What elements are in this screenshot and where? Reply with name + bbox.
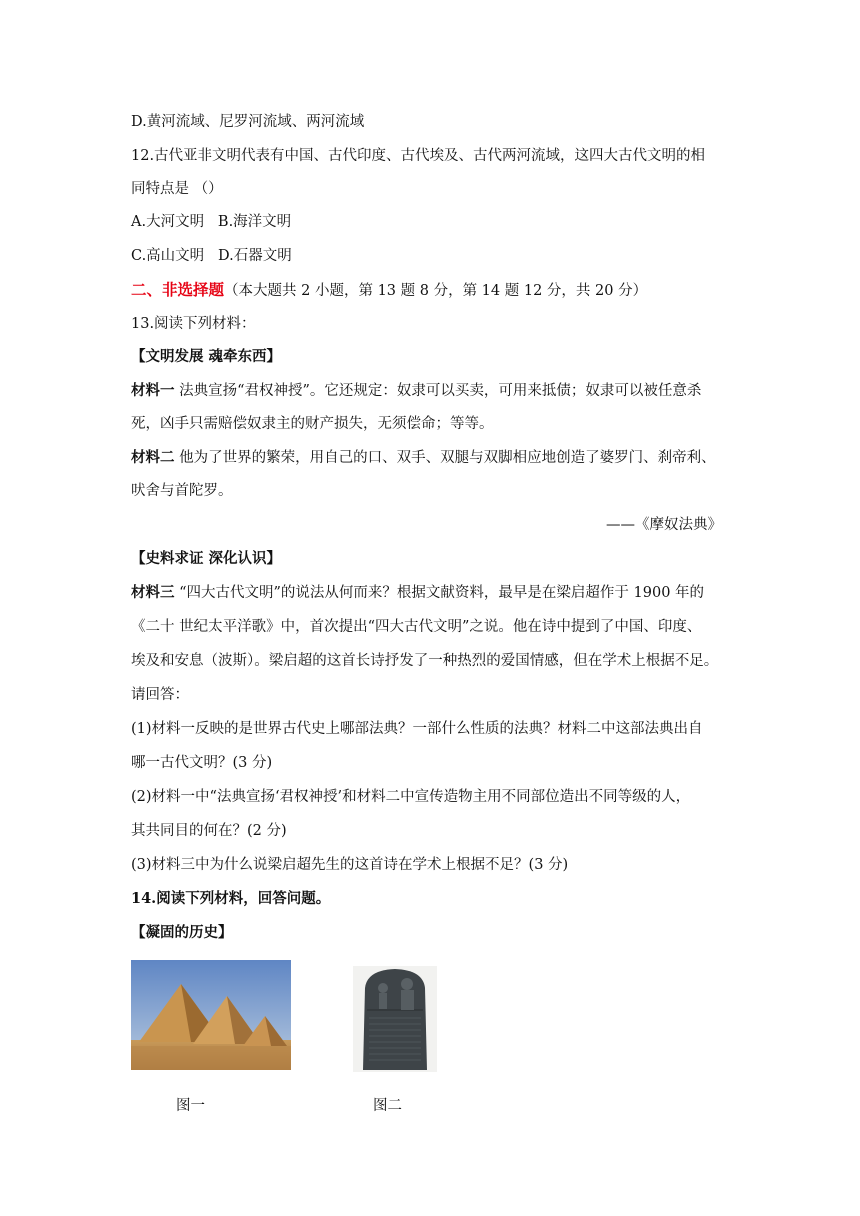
q12-option-b: B.海洋文明: [217, 214, 292, 230]
material2-label: 材料二: [131, 449, 175, 466]
figure1-pyramids-image: [131, 960, 291, 1070]
q12-option-c: C.高山文明: [131, 248, 205, 264]
section2-heading: [131, 280, 647, 301]
q13-material3-line1: [131, 583, 704, 603]
q13-material2-source: ——《摩奴法典》: [606, 517, 722, 533]
q13-sub2-line1: (2)材料一中“法典宣扬‘君权神授’和材料二中宣传造物主用不同部位造出不同等级的人，: [131, 789, 691, 805]
material2-text1: 他为了世界的繁荣，用自己的口、双手、双腿与双脚相应地创造了婆罗门、刹帝利、: [174, 450, 716, 466]
material1-text1: 法典宣扬“君权神授”。它还规定：奴隶可以买卖，可用来抵债；奴隶可以被任意杀: [174, 383, 702, 399]
figure1-caption: 图一: [176, 1098, 205, 1114]
q13-sub3: (3)材料三中为什么说梁启超先生的这首诗在学术上根据不足？(3 分): [131, 857, 569, 873]
q13-material3-line2: 《二十 世纪太平洋歌》中，首次提出“四大古代文明”之说。他在诗中提到了中国、印度、: [131, 619, 702, 635]
q13-sub2-line2: 其共同目的何在？(2 分): [131, 823, 287, 839]
q14-heading: 【凝固的历史】: [131, 924, 233, 941]
q13-material2-line1: [131, 448, 716, 468]
q12-stem-line2: 同特点是 （）: [131, 181, 223, 197]
q12-stem-line1: 12.古代亚非文明代表有中国、古代印度、古代埃及、古代两河流域，这四大古代文明的相: [131, 148, 706, 164]
q13-sub1-line2: 哪一古代文明？(3 分): [131, 755, 273, 771]
material3-text1: “四大古代文明”的说法从何而来？根据文献资料，最早是在梁启超作于 1900 年的: [174, 585, 705, 601]
q14-intro: 14.阅读下列材料，回答问题。: [131, 890, 331, 907]
q13-sub1-line1: (1)材料一反映的是世界古代史上哪部法典？一部什么性质的法典？材料二中这部法典出自: [131, 721, 703, 737]
q13-material3-line3: 埃及和安息（波斯）。梁启超的这首长诗抒发了一种热烈的爱国情感，但在学术上根据不足。: [131, 653, 719, 669]
material3-label: 材料三: [131, 584, 175, 601]
q12-option-d: D.石器文明: [218, 248, 292, 264]
pyramids-picture: [131, 960, 291, 1070]
figure2-stele-image: [353, 966, 437, 1072]
stele-picture: [353, 966, 437, 1072]
q13-material2-line2: 吠舍与首陀罗。: [131, 483, 233, 499]
figure2-caption: 图二: [373, 1098, 402, 1114]
section2-title: 二、非选择题: [131, 280, 225, 299]
q13-material1-line1: [131, 381, 701, 401]
q12-option-a: A.大河文明: [131, 214, 205, 230]
section2-note: （本大题共 2 小题，第 13 题 8 分，第 14 题 12 分，共 20 分）: [224, 283, 648, 299]
q11-option-d: D.黄河流域、尼罗河流域、两河流域: [131, 114, 365, 130]
q13-heading1: 【文明发展 魂牵东西】: [131, 348, 282, 365]
q13-material1-line2: 死，凶手只需赔偿奴隶主的财产损失，无须偿命；等等。: [131, 416, 494, 432]
q13-heading2: 【史料求证 深化认识】: [131, 550, 282, 567]
q13-ask: 请回答：: [131, 687, 189, 703]
q12-options-ab: [131, 212, 291, 232]
material1-label: 材料一: [131, 382, 175, 399]
q12-options-cd: [131, 246, 292, 266]
q13-intro: 13.阅读下列材料：: [131, 316, 256, 332]
